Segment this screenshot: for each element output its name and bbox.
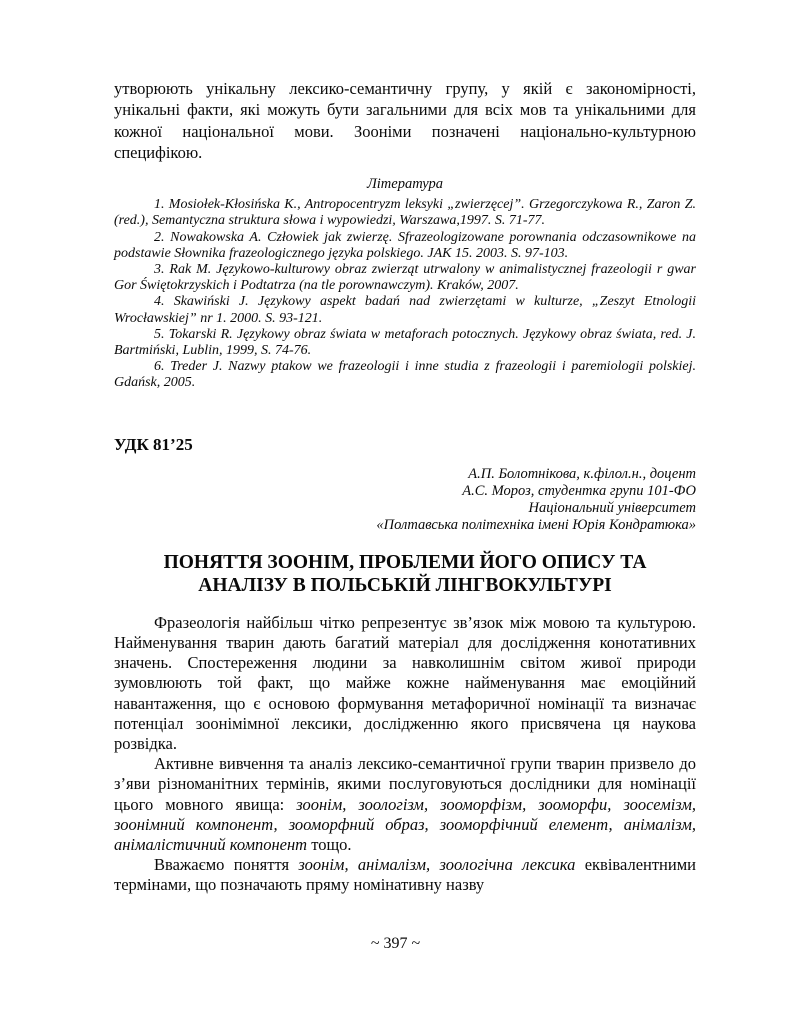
- authors-block: [114, 466, 696, 534]
- intro-continuation-paragraph: утворюють унікальну лексико-семантичну групу, у якій є закономірності, унікальні факти, які можуть бути загальними для всіх мов та унікальними для кожної національної мови. Зооніми позначені національно-культурною специфікою.: [114, 79, 696, 162]
- paragraph-3: [114, 855, 696, 895]
- author-line-2: А.С. Мороз, студентка групи 101-ФО: [462, 482, 696, 499]
- paragraph-1: Фразеологія найбільш чітко репрезентує зв’язок між мовою та культурою. Найменування тварин дають багатий матеріал для дослідження конотативних значень. Спостереження людини за навколишнім світом живої природи зумовлюють той факт, що майже кожне найменування має емоційний навантаження, що є основою формування метафоричної номінації та визначає потенціал зоонімімної лексики, дослідженню якого присвячена ця наукова розвідка.: [114, 612, 696, 754]
- reference-item-4: 4. Skawiński J. Językowy aspekt badań nad zwierzętami w kulturze, „Zeszyt Etnologii Wrocławskiej” nr 1. 2000. S. 93-121.: [114, 294, 696, 326]
- paragraph-2: [114, 754, 696, 855]
- references-section: [114, 176, 696, 391]
- paragraph-2-tail: тощо.: [307, 835, 352, 855]
- affiliation-line-1: Національний університет: [528, 499, 696, 516]
- paragraph-3-italic-terms: зоонім, анімалізм, зоологічна лексика: [298, 855, 576, 875]
- reference-item-3: 3. Rak M. Językowo-kulturowy obraz zwierząt utrwalony w animalistycznej frazeologii r gwar Gor Świętokrzyskich i Podtatrza (na tle porownawczym). Kraków, 2007.: [114, 262, 696, 294]
- affiliation-line-2: «Полтавська політехніка імені Юрія Кондратюка»: [376, 516, 696, 533]
- reference-item-2: 2. Nowakowska A. Człowiek jak zwierzę. Sfrazeologizowane porownania odczasownikowe na podstawie Słownika frazeologicznego języka polskiego. JAK 15. 2003. S. 97-103.: [114, 229, 696, 261]
- udc-code: УДК 81’25: [114, 434, 193, 454]
- author-line-1: А.П. Болотнікова, к.філол.н., доцент: [468, 465, 696, 482]
- reference-item-5: 5. Tokarski R. Językowy obraz świata w metaforach potocznych. Językowy obraz świata, red. J. Bartmiński, Lublin, 1999, S. 74-76.: [114, 326, 696, 359]
- paragraph-2-italic-terms: зоонім, зоологізм, зооморфізм, зооморфи, зоосемізм, зоонімний компонент, зооморфний образ, зооморфічний елемент, анімалізм, анімалістичний компонент: [114, 794, 696, 855]
- reference-item-1: 1. Mosiołek-Kłosińska K., Antropocentryzm leksyki „zwierzęcej”. Grzegorczykowa R., Zaron Z. (red.), Semantyczna struktura słowa i wypowiedzi, Warszawa,1997. S. 71-77.: [114, 197, 696, 229]
- paragraph-3-tail: еквівалентними термінами, що позначають пряму номінативну назву: [114, 855, 696, 895]
- paragraph-2-lead: Активне вивчення та аналіз лексико-семантичної групи тварин призвело до з’яви різноманітних термінів, якими послуговуються дослідники для номінації цього мовного явища:: [114, 754, 696, 814]
- article-title: ПОНЯТТЯ ЗООНІМ, ПРОБЛЕМИ ЙОГО ОПИСУ ТА АНАЛІЗУ В ПОЛЬСЬКІЙ ЛІНГВОКУЛЬТУРІ: [163, 551, 647, 597]
- references-heading: Література: [366, 176, 444, 193]
- page-number: ~ 397 ~: [370, 935, 421, 952]
- paragraph-3-lead: Вважаємо поняття: [154, 855, 299, 875]
- reference-item-6: 6. Treder J. Nazwy ptakow we frazeologii i inne studia z frazeologii i paremiologii polskiej. Gdańsk, 2005.: [114, 359, 696, 391]
